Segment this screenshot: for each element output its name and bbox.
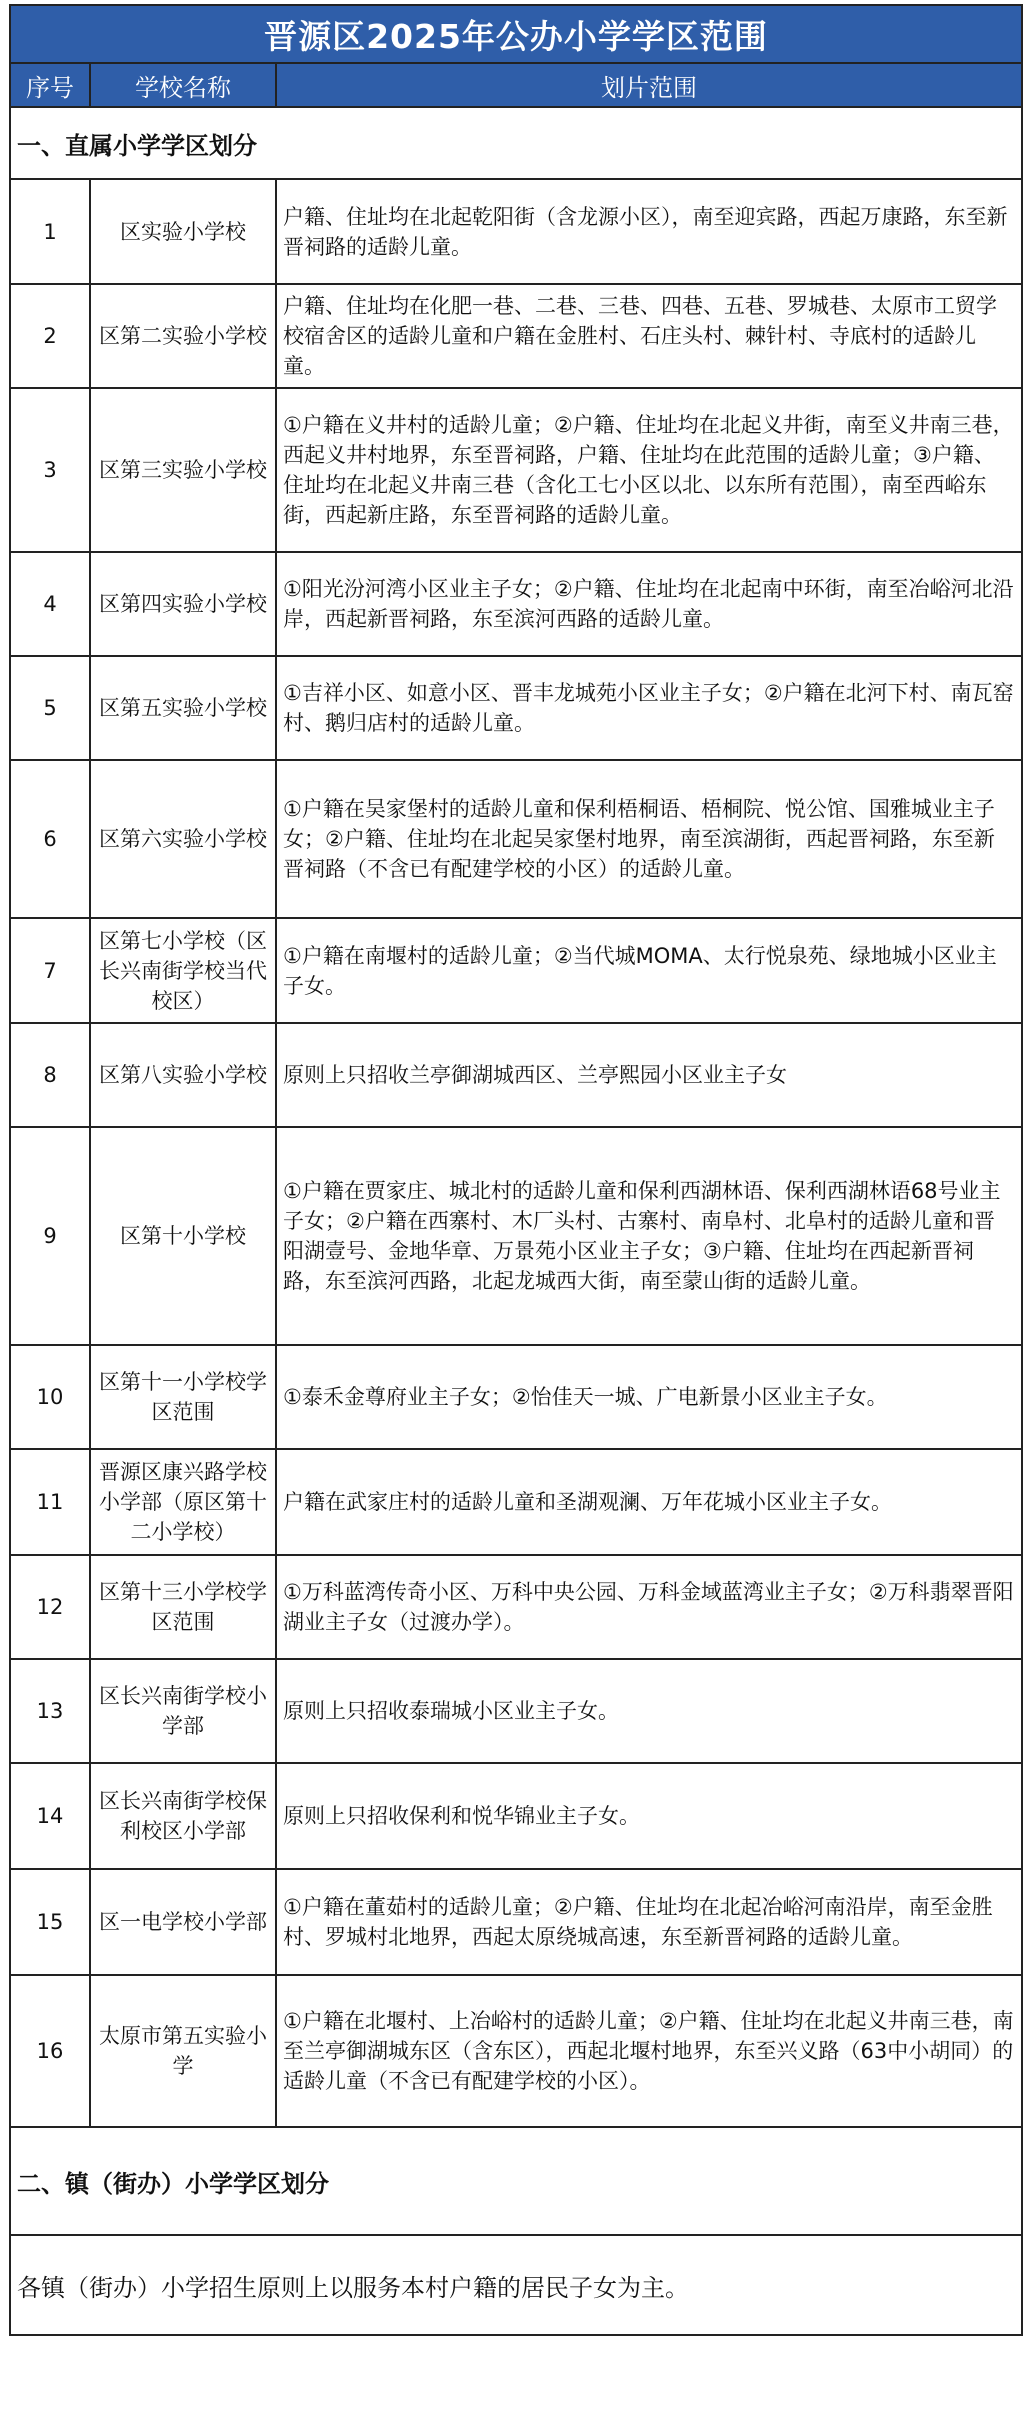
row-number: 15 <box>10 1869 90 1975</box>
district-range: 户籍、住址均在化肥一巷、二巷、三巷、四巷、五巷、罗城巷、太原市工贸学校宿舍区的适龄儿童和户籍在金胜村、石庄头村、棘针村、寺底村的适龄儿童。 <box>276 284 1022 388</box>
header-range: 划片范围 <box>276 63 1022 107</box>
table-row <box>10 552 1022 656</box>
header-no: 序号 <box>10 63 90 107</box>
school-name: 区第十三小学校学区范围 <box>90 1555 276 1659</box>
row-number: 1 <box>10 179 90 284</box>
header-row <box>10 63 1022 107</box>
school-name: 区第十一小学校学区范围 <box>90 1345 276 1449</box>
row-number: 2 <box>10 284 90 388</box>
district-range: ①吉祥小区、如意小区、晋丰龙城苑小区业主子女；②户籍在北河下村、南瓦窑村、鹅归店村的适龄儿童。 <box>276 656 1022 760</box>
school-name: 晋源区康兴路学校小学部（原区第十二小学校） <box>90 1449 276 1555</box>
school-district-table <box>9 4 1023 2336</box>
district-range: ①户籍在南堰村的适龄儿童；②当代城MOMA、太行悦泉苑、绿地城小区业主子女。 <box>276 918 1022 1023</box>
row-number: 6 <box>10 760 90 918</box>
school-name: 区第十小学校 <box>90 1127 276 1345</box>
table-row <box>10 1127 1022 1345</box>
town-note-row <box>10 2235 1022 2335</box>
header-school: 学校名称 <box>90 63 276 107</box>
row-number: 10 <box>10 1345 90 1449</box>
table-row <box>10 1975 1022 2127</box>
school-name: 区一电学校小学部 <box>90 1869 276 1975</box>
table-row <box>10 918 1022 1023</box>
section-town-title: 二、镇（街办）小学学区划分 <box>10 2127 1022 2235</box>
row-number: 11 <box>10 1449 90 1555</box>
row-number: 3 <box>10 388 90 552</box>
district-range: 原则上只招收泰瑞城小区业主子女。 <box>276 1659 1022 1763</box>
school-name: 区第四实验小学校 <box>90 552 276 656</box>
district-range: ①户籍在义井村的适龄儿童；②户籍、住址均在北起义井街，南至义井南三巷，西起义井村地界，东至晋祠路，户籍、住址均在此范围的适龄儿童；③户籍、住址均在北起义井南三巷（含化工七小区以北、以东所有范围），南至西峪东街，西起新庄路，东至晋祠路的适龄儿童。 <box>276 388 1022 552</box>
section-direct-title: 一、直属小学学区划分 <box>10 107 1022 179</box>
district-range: ①户籍在吴家堡村的适龄儿童和保利梧桐语、梧桐院、悦公馆、国雅城业主子女；②户籍、住址均在北起吴家堡村地界，南至滨湖街，西起晋祠路，东至新晋祠路（不含已有配建学校的小区）的适龄儿童。 <box>276 760 1022 918</box>
table-row <box>10 1023 1022 1127</box>
town-note-text: 各镇（街办）小学招生原则上以服务本村户籍的居民子女为主。 <box>10 2235 1022 2335</box>
district-range: 户籍、住址均在北起乾阳街（含龙源小区），南至迎宾路，西起万康路，东至新晋祠路的适龄儿童。 <box>276 179 1022 284</box>
school-name: 区第二实验小学校 <box>90 284 276 388</box>
table-row <box>10 760 1022 918</box>
district-range: ①泰禾金尊府业主子女；②怡佳天一城、广电新景小区业主子女。 <box>276 1345 1022 1449</box>
school-name: 太原市第五实验小学 <box>90 1975 276 2127</box>
row-number: 5 <box>10 656 90 760</box>
row-number: 14 <box>10 1763 90 1869</box>
district-range: 户籍在武家庄村的适龄儿童和圣湖观澜、万年花城小区业主子女。 <box>276 1449 1022 1555</box>
school-name: 区第五实验小学校 <box>90 656 276 760</box>
district-range: ①阳光汾河湾小区业主子女；②户籍、住址均在北起南中环街，南至冶峪河北沿岸，西起新晋祠路，东至滨河西路的适龄儿童。 <box>276 552 1022 656</box>
school-name: 区第六实验小学校 <box>90 760 276 918</box>
school-name: 区长兴南街学校保利校区小学部 <box>90 1763 276 1869</box>
table-row <box>10 284 1022 388</box>
school-name: 区长兴南街学校小学部 <box>90 1659 276 1763</box>
district-range: ①户籍在董茹村的适龄儿童；②户籍、住址均在北起冶峪河南沿岸，南至金胜村、罗城村北地界，西起太原绕城高速，东至新晋祠路的适龄儿童。 <box>276 1869 1022 1975</box>
school-name: 区第三实验小学校 <box>90 388 276 552</box>
school-name: 区第八实验小学校 <box>90 1023 276 1127</box>
school-name: 区实验小学校 <box>90 179 276 284</box>
row-number: 12 <box>10 1555 90 1659</box>
district-range: 原则上只招收兰亭御湖城西区、兰亭熙园小区业主子女 <box>276 1023 1022 1127</box>
section-direct-row <box>10 107 1022 179</box>
page-title: 晋源区2025年公办小学学区范围 <box>10 5 1022 63</box>
table-row <box>10 179 1022 284</box>
table-row <box>10 388 1022 552</box>
row-number: 13 <box>10 1659 90 1763</box>
table-row <box>10 1869 1022 1975</box>
district-range: ①户籍在贾家庄、城北村的适龄儿童和保利西湖林语、保利西湖林语68号业主子女；②户籍在西寨村、木厂头村、古寨村、南阜村、北阜村的适龄儿童和晋阳湖壹号、金地华章、万景苑小区业主子女；③户籍、住址均在西起新晋祠路，东至滨河西路，北起龙城西大街，南至蒙山街的适龄儿童。 <box>276 1127 1022 1345</box>
section-town-row <box>10 2127 1022 2235</box>
table-row <box>10 1659 1022 1763</box>
table-row <box>10 1449 1022 1555</box>
district-range: ①户籍在北堰村、上冶峪村的适龄儿童；②户籍、住址均在北起义井南三巷，南至兰亭御湖城东区（含东区），西起北堰村地界，东至兴义路（63中小胡同）的适龄儿童（不含已有配建学校的小区）。 <box>276 1975 1022 2127</box>
district-range: 原则上只招收保利和悦华锦业主子女。 <box>276 1763 1022 1869</box>
table-row <box>10 656 1022 760</box>
row-number: 8 <box>10 1023 90 1127</box>
table-row <box>10 1345 1022 1449</box>
row-number: 9 <box>10 1127 90 1345</box>
row-number: 16 <box>10 1975 90 2127</box>
title-row <box>10 5 1022 63</box>
admission-table-page <box>9 4 1021 2336</box>
row-number: 7 <box>10 918 90 1023</box>
school-name: 区第七小学校（区长兴南街学校当代校区） <box>90 918 276 1023</box>
district-range: ①万科蓝湾传奇小区、万科中央公园、万科金域蓝湾业主子女；②万科翡翠晋阳湖业主子女（过渡办学）。 <box>276 1555 1022 1659</box>
row-number: 4 <box>10 552 90 656</box>
table-row <box>10 1763 1022 1869</box>
table-row <box>10 1555 1022 1659</box>
